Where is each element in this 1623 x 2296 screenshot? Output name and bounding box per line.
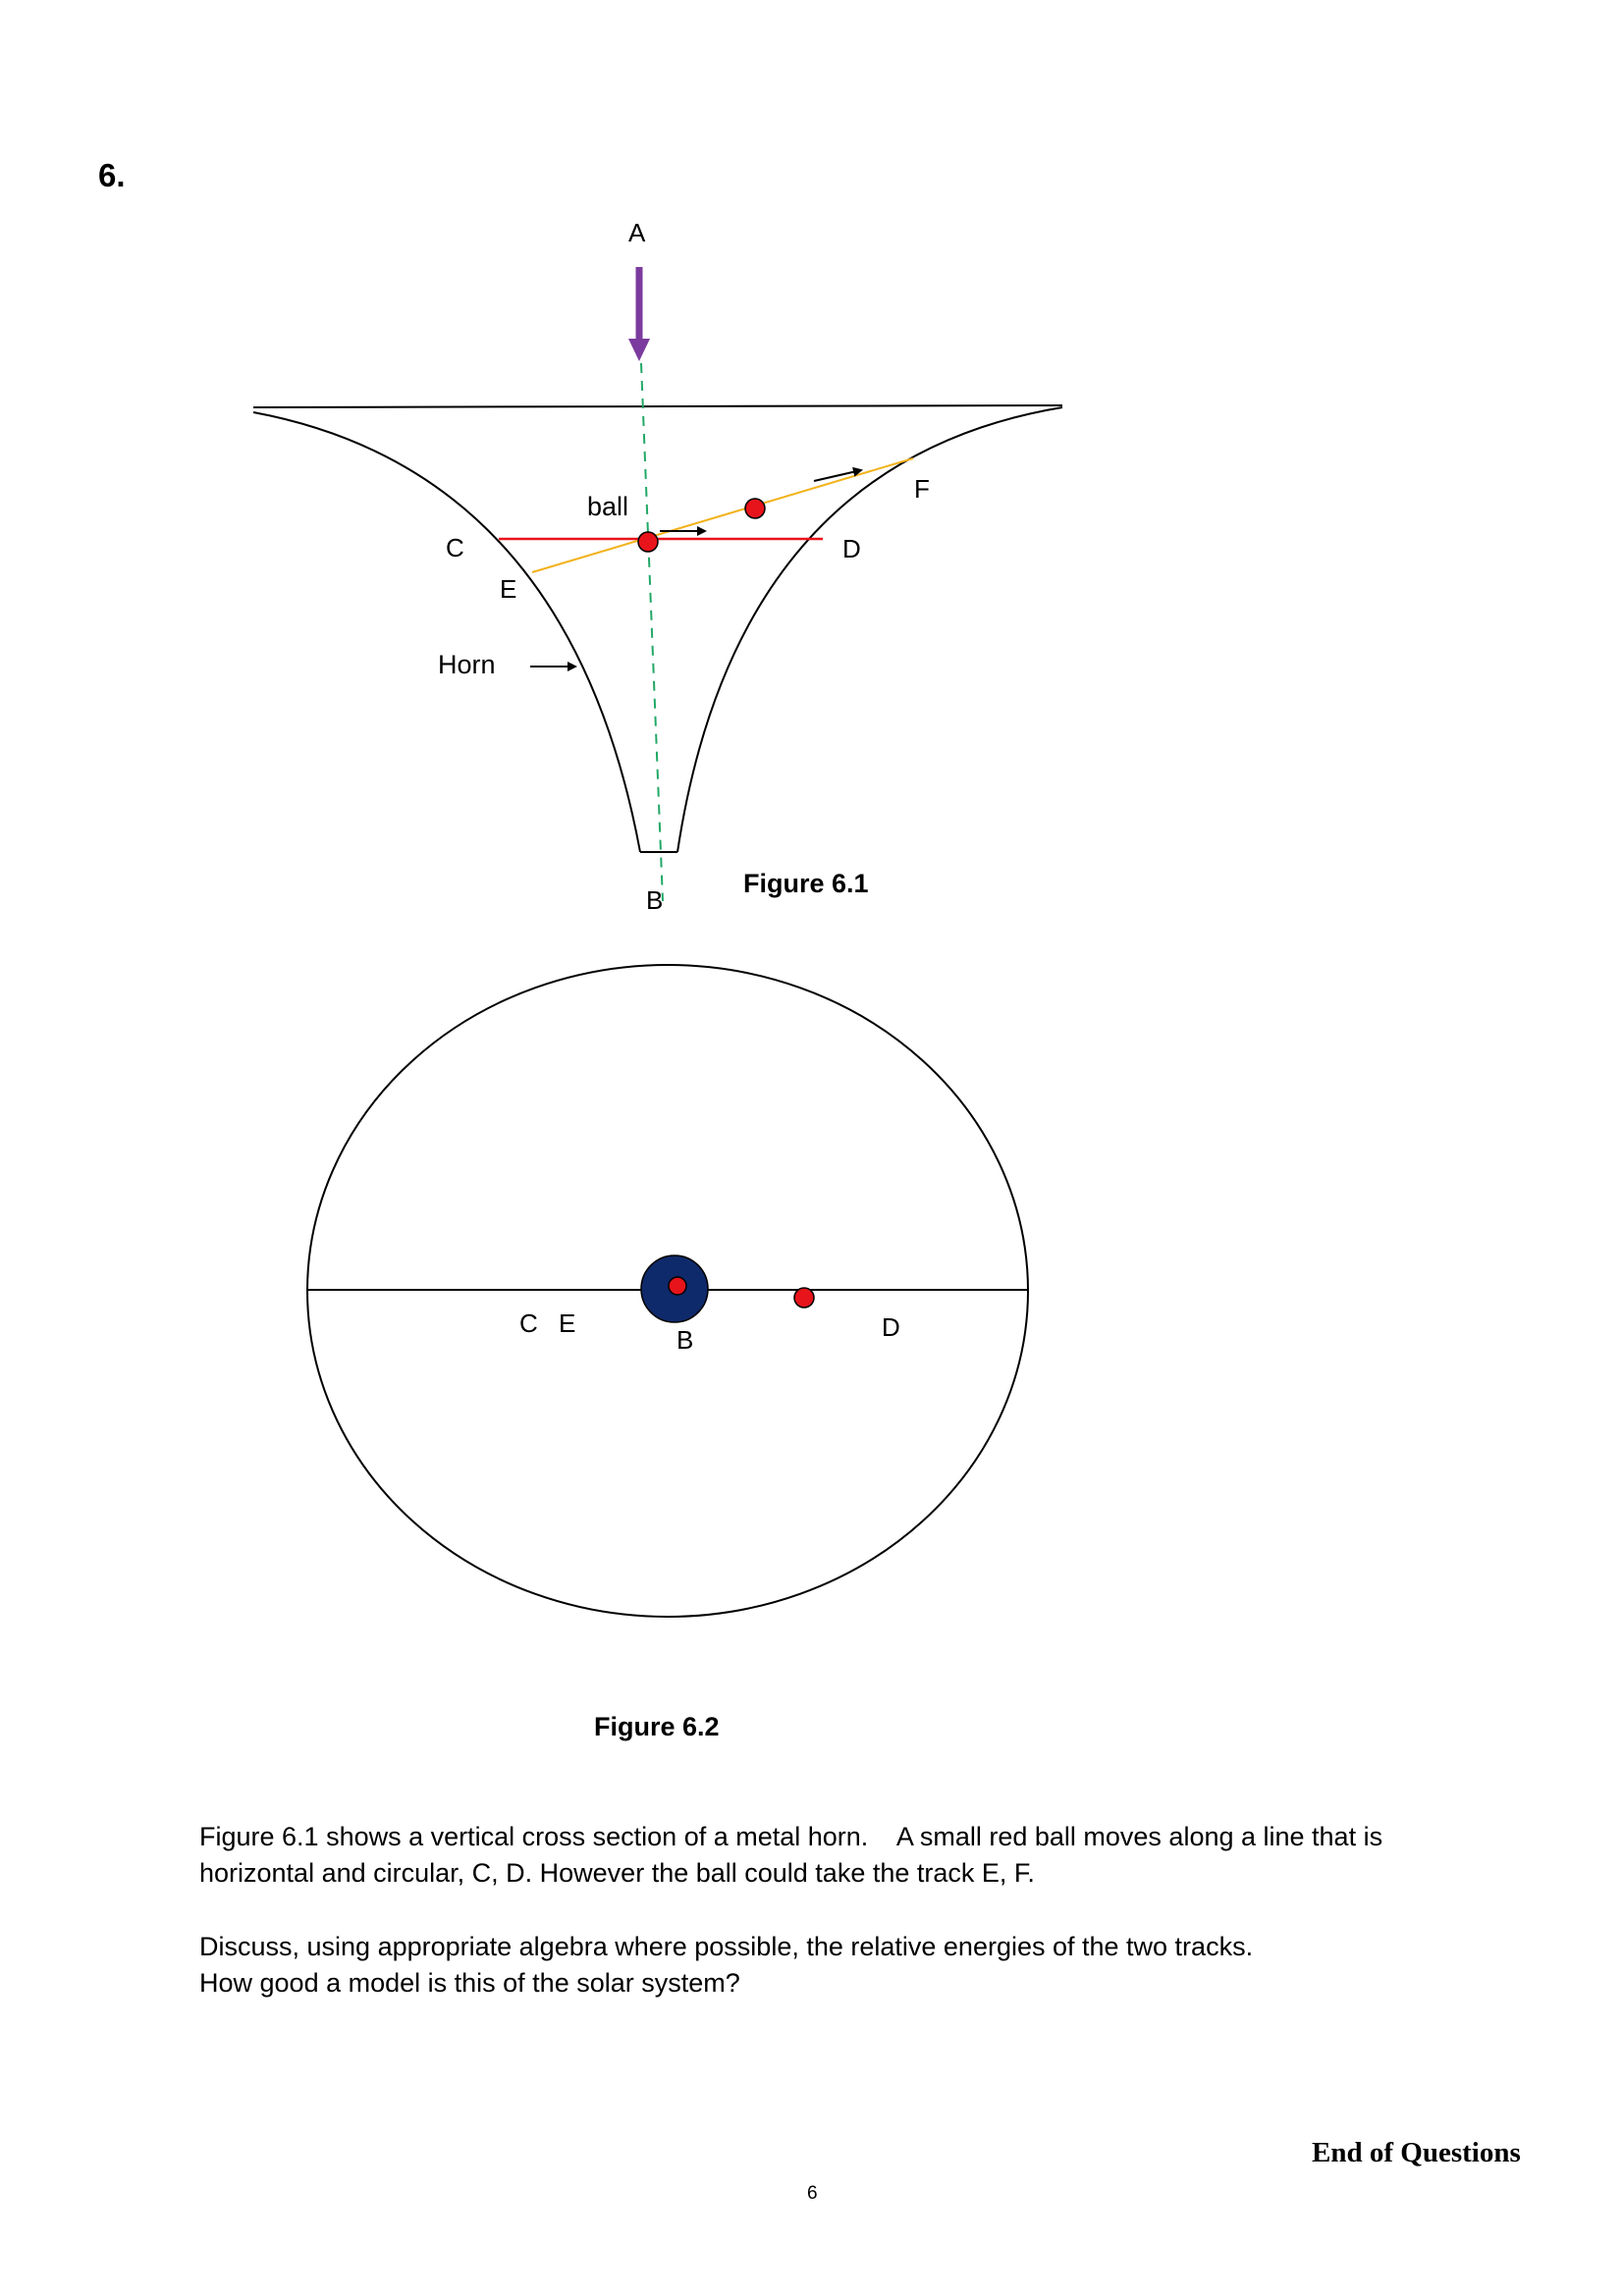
plan-label-b: B bbox=[676, 1325, 694, 1355]
figure-6-1-caption: Figure 6.1 bbox=[743, 869, 869, 898]
question-number: 6. bbox=[98, 157, 126, 193]
label-ball: ball bbox=[587, 492, 629, 521]
para1-line2: horizontal and circular, C, D. However the ball could take the track E, F. bbox=[199, 1858, 1035, 1888]
label-horn: Horn bbox=[438, 650, 496, 679]
para2-line1: Discuss, using appropriate algebra where possible, the relative energies of the two tracks. bbox=[199, 1932, 1254, 1961]
ball-on-track bbox=[794, 1288, 814, 1308]
figure-6-2 bbox=[307, 965, 1028, 1741]
horn-rim-line bbox=[253, 405, 1062, 407]
label-f: F bbox=[914, 474, 930, 504]
plan-label-d: D bbox=[882, 1312, 900, 1342]
label-d: D bbox=[842, 534, 861, 563]
page-number: 6 bbox=[807, 2183, 818, 2204]
label-a: A bbox=[628, 218, 646, 247]
para2-line2: How good a model is this of the solar system? bbox=[199, 1968, 740, 1998]
plan-label-e: E bbox=[559, 1308, 576, 1338]
para1-line1: Figure 6.1 shows a vertical cross section of a metal horn. A small red ball moves along a line that is bbox=[199, 1822, 1383, 1851]
horn-left-wall bbox=[253, 412, 640, 852]
figure-6-1 bbox=[253, 218, 1062, 915]
axis-dashed-line bbox=[641, 363, 663, 901]
ball-on-track-cd bbox=[638, 532, 658, 552]
label-c: C bbox=[446, 533, 464, 562]
label-b: B bbox=[646, 885, 664, 915]
paragraph-description bbox=[199, 1819, 1505, 1892]
arrow-a-head bbox=[628, 339, 650, 361]
label-e: E bbox=[500, 574, 517, 604]
end-of-questions: End of Questions bbox=[1312, 2137, 1521, 2168]
ball-at-center bbox=[669, 1277, 686, 1295]
ball-on-track-ef bbox=[745, 499, 765, 518]
plan-label-c: C bbox=[519, 1308, 538, 1338]
horn-right-wall bbox=[677, 407, 1062, 852]
paragraph-question bbox=[199, 1929, 1505, 2002]
figure-6-2-caption: Figure 6.2 bbox=[594, 1712, 720, 1741]
